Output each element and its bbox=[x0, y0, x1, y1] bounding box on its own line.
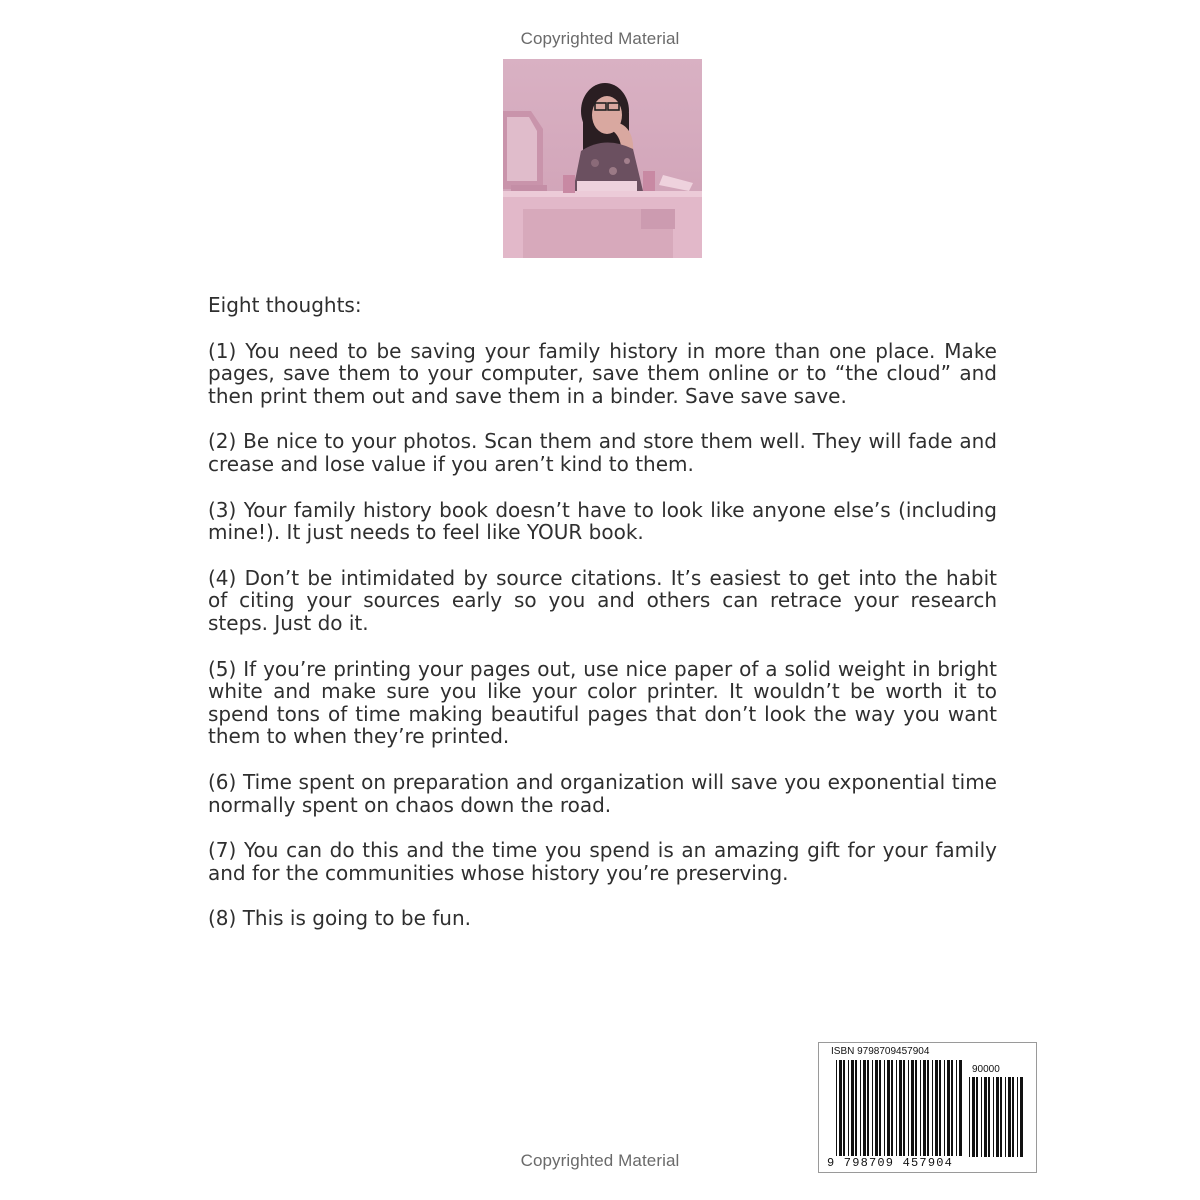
isbn-label: ISBN 9798709457904 bbox=[831, 1046, 930, 1057]
barcode-bar bbox=[1008, 1077, 1011, 1157]
thought-3: (3) Your family history book doesn’t have to look like anyone else’s (including mine!). It just needs to feel like YOUR book. bbox=[208, 497, 997, 545]
barcode-bar bbox=[939, 1060, 941, 1156]
barcode-bar bbox=[891, 1060, 893, 1156]
thought-4: (4) Don’t be intimidated by source citations. It’s easiest to get into the habit of citing your sources early so you and others can retrace your research steps. Just do it. bbox=[208, 565, 997, 635]
barcode-bar bbox=[860, 1060, 861, 1156]
barcode-bar bbox=[944, 1060, 945, 1156]
barcode-bar bbox=[932, 1060, 933, 1156]
barcode-bar bbox=[935, 1060, 938, 1156]
ean-digits: 9 798709 457904 bbox=[827, 1156, 954, 1170]
barcode-bar bbox=[923, 1060, 926, 1156]
barcode-bar bbox=[836, 1060, 837, 1156]
barcode-bar bbox=[872, 1060, 873, 1156]
barcode-bar bbox=[903, 1060, 905, 1156]
barcode-bar bbox=[1005, 1077, 1006, 1157]
copyright-watermark-bottom: Copyrighted Material bbox=[520, 1151, 680, 1170]
thought-2: (2) Be nice to your photos. Scan them and store them well. They will fade and crease and lose value if you aren’t kind to them. bbox=[208, 429, 997, 476]
barcode-bar bbox=[911, 1060, 914, 1156]
barcode-bar bbox=[887, 1060, 890, 1156]
barcode-bar bbox=[839, 1060, 842, 1156]
barcode-bar bbox=[851, 1060, 854, 1156]
barcode-bar bbox=[956, 1060, 957, 1156]
ean-barcode-bars bbox=[836, 1060, 964, 1156]
barcode-bar bbox=[884, 1060, 885, 1156]
barcode-bar bbox=[1017, 1077, 1018, 1157]
barcode-bar bbox=[947, 1060, 950, 1156]
barcode-bar bbox=[908, 1060, 909, 1156]
barcode-bar bbox=[951, 1060, 953, 1156]
barcode-bar bbox=[959, 1060, 962, 1156]
author-photo bbox=[503, 59, 702, 258]
addon-barcode-bars bbox=[969, 1077, 1025, 1157]
barcode-bar bbox=[843, 1060, 845, 1156]
thought-1: (1) You need to be saving your family history in more than one place. Make pages, save them to your computer, save them online or to “the cloud” and then print them out and save them in a binder. Save save save. bbox=[208, 338, 997, 408]
thought-8: (8) This is going to be fun. bbox=[208, 906, 472, 931]
barcode-bar bbox=[899, 1060, 902, 1156]
barcode-bar bbox=[848, 1060, 849, 1156]
barcode-bar bbox=[915, 1060, 917, 1156]
author-photo-illustration bbox=[503, 59, 702, 258]
barcode-bar bbox=[927, 1060, 929, 1156]
barcode-bar bbox=[1012, 1077, 1014, 1157]
barcode-bar bbox=[855, 1060, 857, 1156]
barcode-bar bbox=[984, 1077, 987, 1157]
barcode-bar bbox=[996, 1077, 999, 1157]
barcode-bar bbox=[863, 1060, 866, 1156]
thought-5: (5) If you’re printing your pages out, use nice paper of a solid weight in bright white and make sure you like your color printer. It wouldn’t be worth it to spend tons of time making beautiful pages that don’t look the way you want them to when they’re printed. bbox=[208, 656, 997, 749]
barcode-bar bbox=[867, 1060, 869, 1156]
thoughts-text-block bbox=[208, 294, 997, 953]
thought-7: (7) You can do this and the time you spend is an amazing gift for your family and for the communities whose history you’re preserving. bbox=[208, 838, 997, 885]
barcode-bar bbox=[969, 1077, 970, 1157]
barcode-bar bbox=[976, 1077, 978, 1157]
barcode-bar bbox=[1000, 1077, 1002, 1157]
barcode-bar bbox=[879, 1060, 881, 1156]
barcode-bar bbox=[1020, 1077, 1023, 1157]
price-code: 90000 bbox=[972, 1064, 1000, 1075]
barcode-bar bbox=[993, 1077, 994, 1157]
barcode-bar bbox=[988, 1077, 990, 1157]
barcode-bar bbox=[972, 1077, 975, 1157]
barcode-bar bbox=[896, 1060, 897, 1156]
barcode-bar bbox=[981, 1077, 982, 1157]
barcode-bar bbox=[920, 1060, 921, 1156]
copyright-watermark-top: Copyrighted Material bbox=[520, 29, 680, 48]
section-heading: Eight thoughts: bbox=[208, 293, 362, 317]
barcode-bar bbox=[875, 1060, 878, 1156]
thought-6: (6) Time spent on preparation and organization will save you exponential time normally spent on chaos down the road. bbox=[208, 769, 997, 817]
